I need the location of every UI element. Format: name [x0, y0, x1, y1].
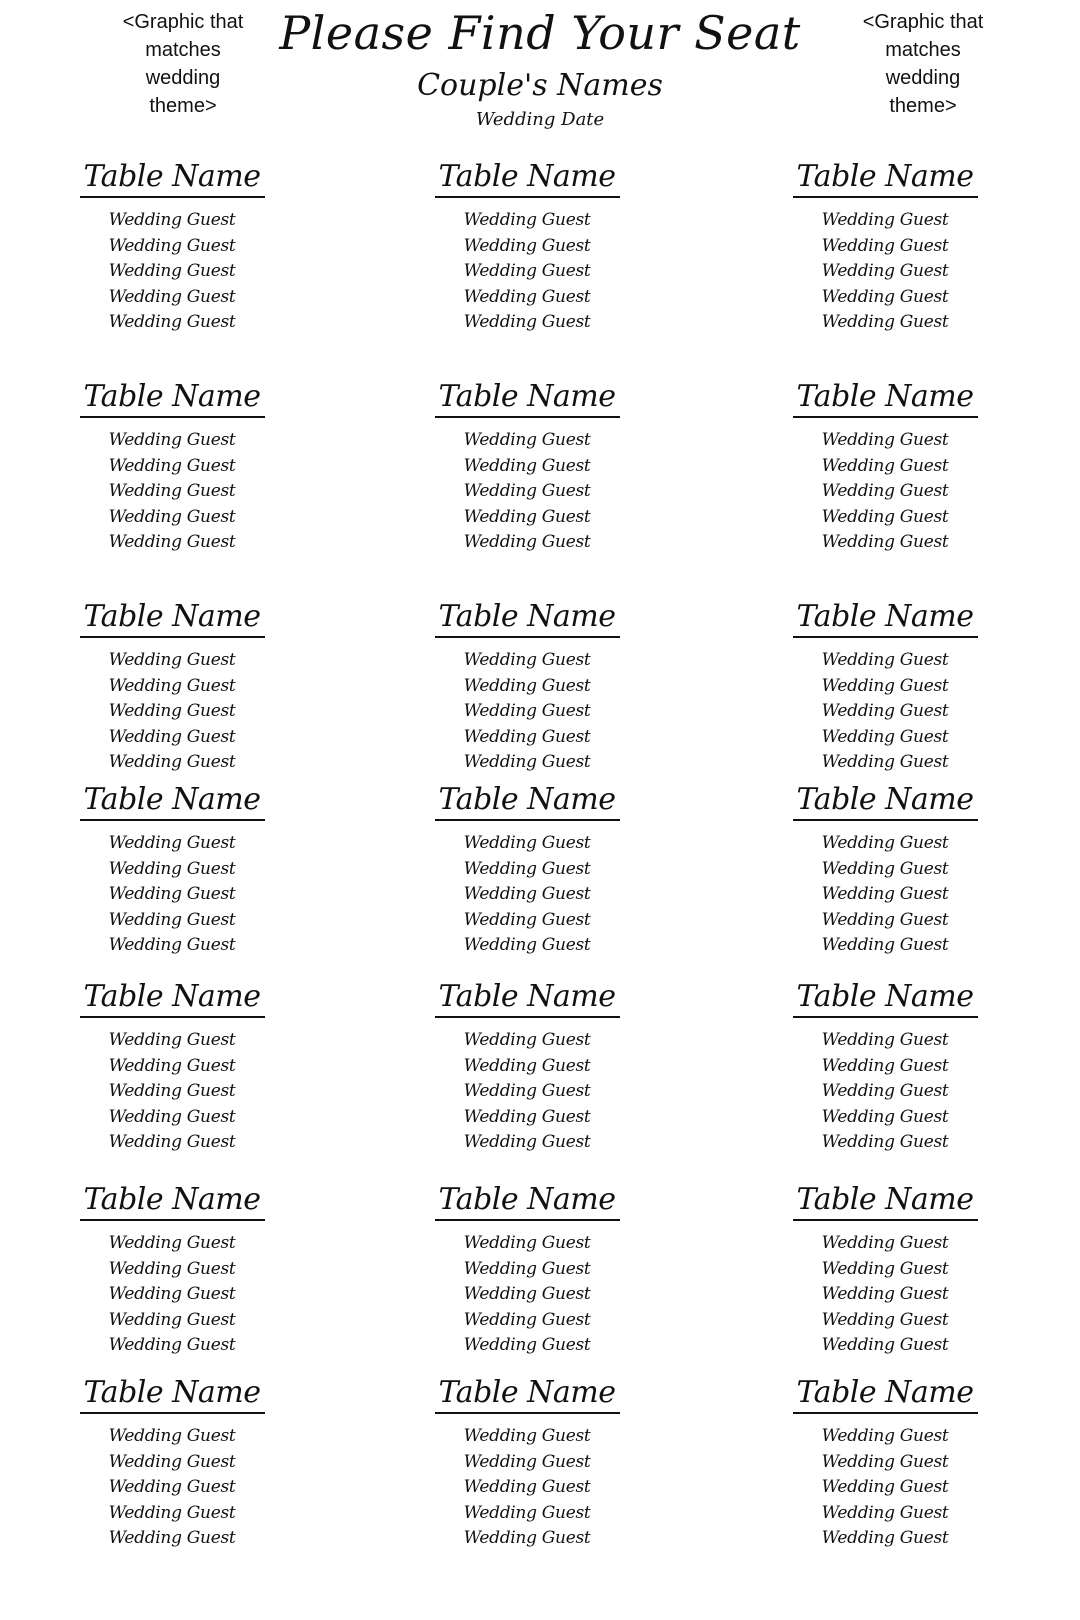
guest-name: Wedding Guest — [463, 1309, 591, 1330]
guest-list — [790, 428, 980, 556]
table-block — [77, 160, 267, 336]
table-name: Table Name — [80, 783, 265, 821]
guest-name: Wedding Guest — [463, 506, 591, 527]
guest-name: Wedding Guest — [108, 650, 236, 670]
table-block — [790, 1183, 980, 1359]
guest-name: Wedding Guest — [463, 1426, 591, 1446]
guest-name: Wedding Guest — [108, 1106, 236, 1127]
guest-name: Wedding Guest — [463, 1451, 591, 1472]
table-name: Table Name — [80, 980, 265, 1018]
guest-name: Wedding Guest — [821, 1335, 949, 1355]
guest-name: Wedding Guest — [821, 1451, 949, 1472]
guest-name: Wedding Guest — [463, 858, 591, 879]
table-name: Table Name — [80, 380, 265, 418]
table-name: Table Name — [435, 980, 620, 1018]
table-name: Table Name — [80, 600, 265, 638]
guest-name: Wedding Guest — [463, 1528, 591, 1548]
guest-list — [790, 208, 980, 336]
guest-name: Wedding Guest — [821, 1284, 949, 1304]
graphic-placeholder-left: <Graphic that matches wedding theme> — [122, 11, 244, 117]
guest-name: Wedding Guest — [463, 1106, 591, 1127]
guest-name: Wedding Guest — [463, 430, 591, 450]
guest-name: Wedding Guest — [821, 312, 949, 332]
guest-list — [790, 1028, 980, 1156]
table-name: Table Name — [435, 1183, 620, 1221]
guest-name: Wedding Guest — [463, 235, 591, 256]
table-name: Table Name — [435, 783, 620, 821]
guest-name: Wedding Guest — [463, 455, 591, 476]
guest-list — [432, 648, 622, 776]
guest-name: Wedding Guest — [463, 884, 591, 904]
guest-name: Wedding Guest — [108, 701, 236, 721]
table-name: Table Name — [435, 600, 620, 638]
guest-name: Wedding Guest — [108, 884, 236, 904]
guest-name: Wedding Guest — [108, 506, 236, 527]
guest-name: Wedding Guest — [821, 1258, 949, 1279]
guest-name: Wedding Guest — [108, 909, 236, 930]
table-block — [77, 980, 267, 1156]
guest-name: Wedding Guest — [821, 726, 949, 747]
guest-name: Wedding Guest — [821, 675, 949, 696]
guest-name: Wedding Guest — [821, 1426, 949, 1446]
guest-name: Wedding Guest — [821, 650, 949, 670]
guest-name: Wedding Guest — [821, 1309, 949, 1330]
guest-name: Wedding Guest — [108, 532, 236, 552]
table-name: Table Name — [80, 1376, 265, 1414]
guest-name: Wedding Guest — [108, 455, 236, 476]
guest-list — [432, 1424, 622, 1552]
guest-name: Wedding Guest — [821, 1502, 949, 1523]
table-block — [77, 600, 267, 776]
wedding-date: Wedding Date — [475, 109, 605, 130]
guest-name: Wedding Guest — [821, 532, 949, 552]
guest-name: Wedding Guest — [463, 1502, 591, 1523]
page-title: Please Find Your Seat — [279, 6, 801, 60]
table-name: Table Name — [435, 160, 620, 198]
guest-name: Wedding Guest — [821, 1030, 949, 1050]
guest-name: Wedding Guest — [463, 1335, 591, 1355]
guest-name: Wedding Guest — [463, 286, 591, 307]
guest-list — [432, 208, 622, 336]
table-name: Table Name — [793, 980, 978, 1018]
guest-name: Wedding Guest — [108, 286, 236, 307]
guest-name: Wedding Guest — [108, 210, 236, 230]
guest-list — [432, 428, 622, 556]
table-name: Table Name — [435, 1376, 620, 1414]
table-name: Table Name — [793, 1376, 978, 1414]
guest-name: Wedding Guest — [108, 935, 236, 955]
guest-name: Wedding Guest — [821, 506, 949, 527]
guest-name: Wedding Guest — [108, 481, 236, 501]
guest-name: Wedding Guest — [108, 752, 236, 772]
guest-name: Wedding Guest — [463, 1258, 591, 1279]
guest-name: Wedding Guest — [108, 1233, 236, 1253]
table-block — [790, 783, 980, 959]
guest-list — [77, 1424, 267, 1552]
guest-name: Wedding Guest — [108, 1081, 236, 1101]
guest-name: Wedding Guest — [821, 1233, 949, 1253]
guest-name: Wedding Guest — [821, 235, 949, 256]
guest-list — [790, 831, 980, 959]
guest-name: Wedding Guest — [821, 701, 949, 721]
guest-name: Wedding Guest — [463, 1233, 591, 1253]
guest-name: Wedding Guest — [463, 1055, 591, 1076]
guest-name: Wedding Guest — [463, 909, 591, 930]
table-name: Table Name — [80, 1183, 265, 1221]
guest-name: Wedding Guest — [821, 1528, 949, 1548]
table-block — [432, 783, 622, 959]
guest-name: Wedding Guest — [463, 481, 591, 501]
guest-name: Wedding Guest — [108, 833, 236, 853]
table-block — [432, 600, 622, 776]
guest-name: Wedding Guest — [463, 210, 591, 230]
table-name: Table Name — [793, 380, 978, 418]
guest-list — [77, 1231, 267, 1359]
guest-name: Wedding Guest — [108, 1132, 236, 1152]
guest-name: Wedding Guest — [821, 752, 949, 772]
table-block — [790, 980, 980, 1156]
guest-name: Wedding Guest — [821, 210, 949, 230]
guest-name: Wedding Guest — [463, 312, 591, 332]
guest-name: Wedding Guest — [108, 1284, 236, 1304]
guest-name: Wedding Guest — [821, 884, 949, 904]
table-block — [790, 600, 980, 776]
guest-name: Wedding Guest — [821, 1106, 949, 1127]
guest-name: Wedding Guest — [108, 726, 236, 747]
guest-name: Wedding Guest — [463, 1081, 591, 1101]
guest-name: Wedding Guest — [108, 261, 236, 281]
table-block — [790, 160, 980, 336]
guest-name: Wedding Guest — [108, 1335, 236, 1355]
table-name: Table Name — [793, 783, 978, 821]
guest-list — [432, 1231, 622, 1359]
guest-name: Wedding Guest — [821, 858, 949, 879]
guest-name: Wedding Guest — [821, 286, 949, 307]
guest-name: Wedding Guest — [821, 1132, 949, 1152]
guest-name: Wedding Guest — [821, 833, 949, 853]
guest-name: Wedding Guest — [108, 1030, 236, 1050]
guest-name: Wedding Guest — [821, 430, 949, 450]
guest-name: Wedding Guest — [463, 833, 591, 853]
guest-name: Wedding Guest — [463, 532, 591, 552]
table-block — [77, 380, 267, 556]
guest-list — [790, 648, 980, 776]
table-block — [790, 1376, 980, 1552]
guest-name: Wedding Guest — [463, 752, 591, 772]
guest-name: Wedding Guest — [108, 1309, 236, 1330]
guest-list — [77, 1028, 267, 1156]
guest-name: Wedding Guest — [108, 1502, 236, 1523]
guest-list — [77, 648, 267, 776]
guest-name: Wedding Guest — [108, 430, 236, 450]
guest-list — [790, 1424, 980, 1552]
guest-name: Wedding Guest — [108, 1426, 236, 1446]
guest-name: Wedding Guest — [821, 1477, 949, 1497]
couple-names: Couple's Names — [417, 68, 663, 103]
guest-name: Wedding Guest — [108, 675, 236, 696]
guest-list — [790, 1231, 980, 1359]
guest-list — [77, 428, 267, 556]
table-block — [77, 783, 267, 959]
guest-name: Wedding Guest — [463, 726, 591, 747]
guest-name: Wedding Guest — [821, 481, 949, 501]
guest-name: Wedding Guest — [463, 675, 591, 696]
graphic-placeholder-right: <Graphic that matches wedding theme> — [862, 11, 984, 117]
guest-name: Wedding Guest — [463, 701, 591, 721]
table-name: Table Name — [435, 380, 620, 418]
table-block — [77, 1376, 267, 1552]
guest-name: Wedding Guest — [108, 1258, 236, 1279]
guest-name: Wedding Guest — [108, 235, 236, 256]
guest-name: Wedding Guest — [821, 261, 949, 281]
table-block — [432, 1376, 622, 1552]
guest-name: Wedding Guest — [463, 1132, 591, 1152]
guest-list — [432, 1028, 622, 1156]
guest-name: Wedding Guest — [108, 1451, 236, 1472]
table-name: Table Name — [793, 160, 978, 198]
guest-name: Wedding Guest — [463, 261, 591, 281]
table-block — [790, 380, 980, 556]
table-block — [432, 1183, 622, 1359]
guest-name: Wedding Guest — [108, 1528, 236, 1548]
guest-name: Wedding Guest — [463, 1030, 591, 1050]
table-block — [432, 160, 622, 336]
table-name: Table Name — [793, 1183, 978, 1221]
table-block — [432, 380, 622, 556]
guest-list — [77, 831, 267, 959]
guest-name: Wedding Guest — [821, 935, 949, 955]
guest-list — [77, 208, 267, 336]
table-block — [432, 980, 622, 1156]
header — [260, 0, 820, 132]
guest-name: Wedding Guest — [108, 858, 236, 879]
guest-name: Wedding Guest — [463, 1477, 591, 1497]
guest-name: Wedding Guest — [108, 312, 236, 332]
guest-name: Wedding Guest — [821, 1081, 949, 1101]
guest-name: Wedding Guest — [463, 935, 591, 955]
guest-name: Wedding Guest — [821, 455, 949, 476]
table-block — [77, 1183, 267, 1359]
guest-name: Wedding Guest — [108, 1055, 236, 1076]
guest-name: Wedding Guest — [108, 1477, 236, 1497]
guest-name: Wedding Guest — [821, 1055, 949, 1076]
guest-name: Wedding Guest — [821, 909, 949, 930]
guest-name: Wedding Guest — [463, 1284, 591, 1304]
guest-name: Wedding Guest — [463, 650, 591, 670]
guest-list — [432, 831, 622, 959]
table-name: Table Name — [793, 600, 978, 638]
table-name: Table Name — [80, 160, 265, 198]
